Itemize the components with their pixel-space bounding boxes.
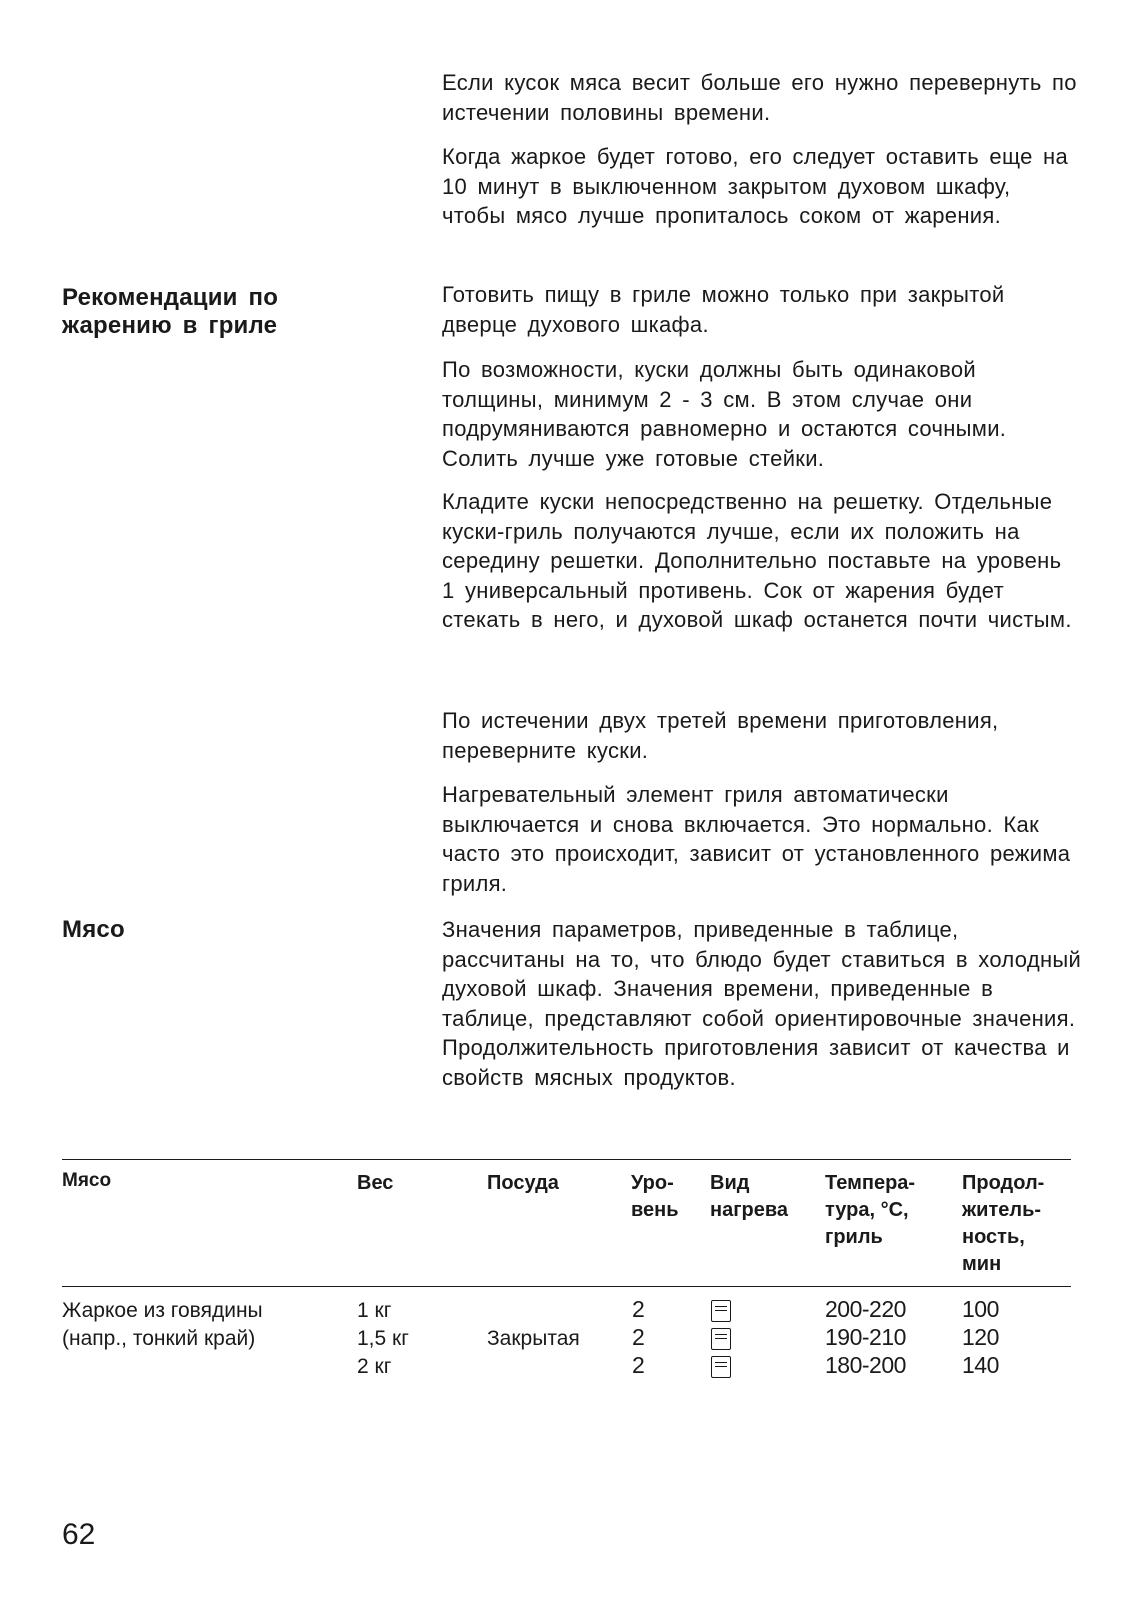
table-top-rule [62, 1159, 1071, 1160]
header-duration: Продол- житель- ность, мин [962, 1172, 1045, 1275]
cell-temperature: 190-210 [825, 1324, 906, 1350]
top-bottom-heat-icon [711, 1356, 731, 1378]
top-bottom-heat-icon [711, 1300, 731, 1322]
cell-duration: 140 [962, 1352, 999, 1378]
grill-recommendations-heading: Рекомендации по жарению в гриле [62, 284, 279, 339]
table-header-rule [62, 1286, 1071, 1287]
top-bottom-heat-icon [711, 1328, 731, 1350]
page-number: 62 [62, 1518, 96, 1551]
header-dish: Посуда [487, 1172, 559, 1194]
header-level: Уро- вень [631, 1172, 679, 1221]
cell-weight: 1 кг [357, 1299, 392, 1322]
cell-temperature: 180-200 [825, 1352, 906, 1378]
paragraph-heating-element: Нагревательный элемент гриля автоматически выключается и снова включается. Это нормально. Как часто это происходит, зависит от установленного режима гриля. [442, 782, 1071, 896]
cell-weight: 1,5 кг [357, 1327, 409, 1350]
paragraph-turn-pieces: По истечении двух третей времени приготовления, переверните куски. [442, 708, 999, 763]
header-meat: Мясо [62, 1170, 112, 1191]
cell-dish: Закрытая [487, 1327, 580, 1350]
paragraph-thickness: По возможности, куски должны быть одинаковой толщины, минимум 2 - 3 см. В этом случае они подрумяниваются равномерно и остаются сочными. Солить лучше уже готовые стейки. [442, 357, 1007, 471]
cell-level: 2 [632, 1296, 645, 1322]
paragraph-rest-roast: Когда жаркое будет готово, его следует оставить еще на 10 минут в выключенном закрытом духовом шкафу, чтобы мясо лучше пропиталось соком от жарения. [442, 144, 1069, 228]
header-weight: Вес [357, 1172, 394, 1194]
cell-temperature: 200-220 [825, 1296, 906, 1322]
paragraph-grid: Кладите куски непосредственно на решетку. Отдельные куски-гриль получаются лучше, если их положить на середину решетки. Дополнительно поставьте на уровень 1 универсальный противень. Сок от жарения будет стекать в него, и духовой шкаф останется почти чистым. [442, 489, 1072, 632]
cell-duration: 100 [962, 1296, 999, 1322]
header-heating: Вид нагрева [710, 1172, 789, 1221]
paragraph-turn-meat: Если кусок мяса весит больше его нужно перевернуть по истечении половины времени. [442, 70, 1077, 125]
cell-level: 2 [632, 1352, 645, 1378]
cell-meat: Жаркое из говядины (напр., тонкий край) [62, 1299, 263, 1350]
paragraph-table-values: Значения параметров, приведенные в таблице, рассчитаны на то, что блюдо будет ставиться в холодный духовой шкаф. Значения времени, приведенные в таблице, представляют собой ориентировочные значения. Продолжительность приготовления зависит от качества и свойств мясных продуктов. [442, 917, 1082, 1090]
meat-heading: Мясо [62, 916, 125, 943]
cell-level: 2 [632, 1324, 645, 1350]
paragraph-grill-door: Готовить пищу в гриле можно только при закрытой дверце духового шкафа. [442, 282, 1005, 337]
cell-duration: 120 [962, 1324, 999, 1350]
cell-weight: 2 кг [357, 1355, 392, 1378]
header-temperature: Темпера- тура, °С, гриль [825, 1172, 916, 1248]
